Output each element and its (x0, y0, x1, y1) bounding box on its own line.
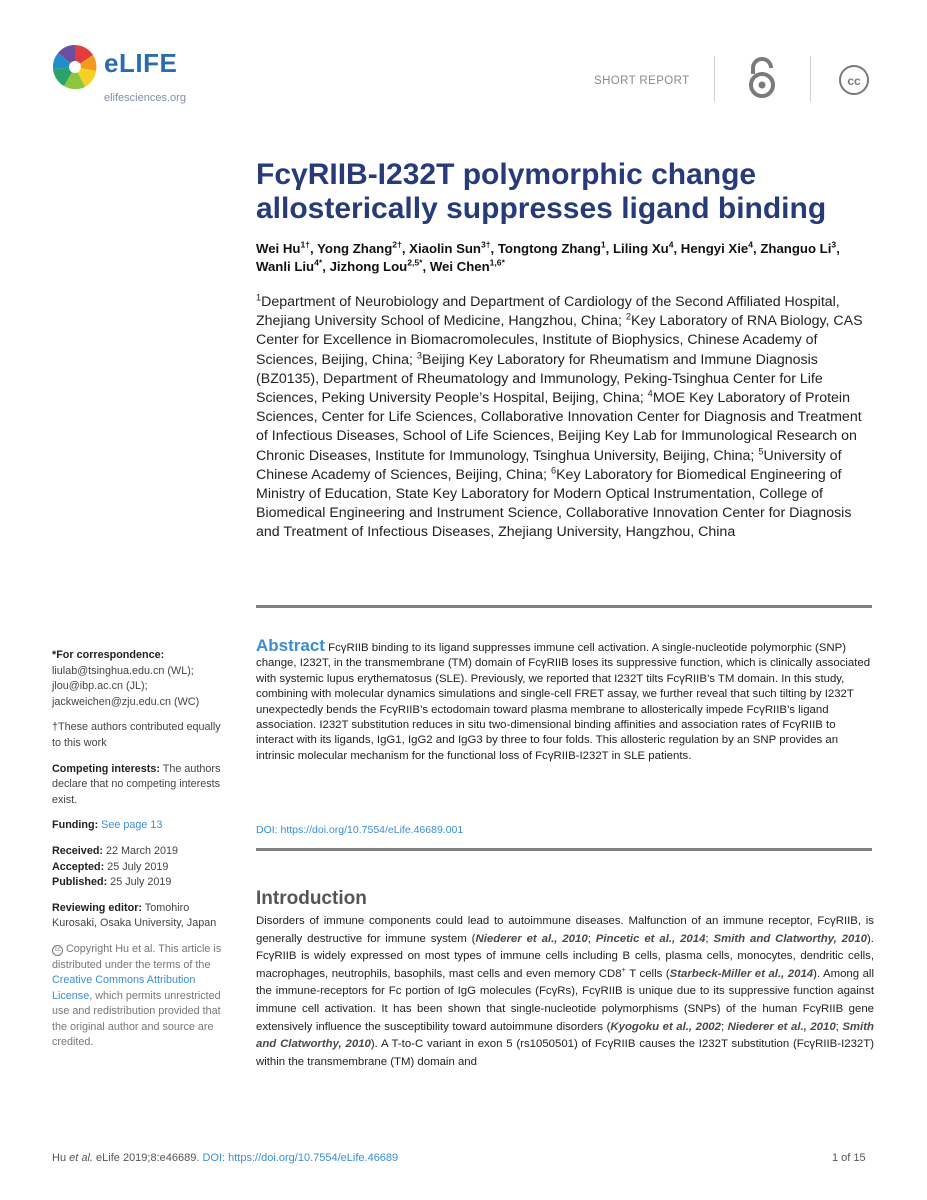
section-divider (256, 605, 872, 608)
author: Wei Chen$^{1,6*}$ (429, 257, 505, 274)
footer-doi-link[interactable]: DOI: https://doi.org/10.7554/eLife.46689 (202, 1152, 399, 1164)
citation-link[interactable]: Niederer et al., 2010 (475, 932, 588, 945)
author: Liling Xu$^4$, (613, 239, 681, 256)
citation-link[interactable]: Smith and Clatworthy, 2010 (256, 1020, 874, 1051)
author: Zhanguo Li$^3$, (760, 239, 840, 256)
citation-link[interactable]: Pincetic et al., 2014 (595, 932, 706, 945)
license-link[interactable]: Creative Commons Attribution License (52, 974, 196, 1002)
creative-commons-icon (838, 64, 870, 96)
header-divider (714, 56, 715, 102)
author: Yong Zhang$^{2\dagger}$, (317, 239, 410, 256)
author: Wanli Liu$^{4*}$, (256, 257, 330, 274)
email-link[interactable]: jlou@ibp.ac.cn (JL); (52, 680, 148, 693)
page-number: 1 of 15 (832, 1152, 866, 1164)
introduction-heading: Introduction (256, 888, 367, 909)
header-divider (810, 56, 811, 102)
reviewing-editor: Reviewing editor: Tomohiro Kurosaki, Osaka University, Japan (52, 901, 217, 930)
funding-link[interactable]: See page 13 (101, 819, 163, 832)
correspondence-block: *For correspondence: liulab@tsinghua.edu.cn (WL); jlou@ibp.ac.cn (JL); jackweichen@zju.edu.cn (WC) (52, 649, 200, 708)
footer-citation: Hu et al. eLife 2019;8:e46689. DOI: https://doi.org/10.7554/eLife.46689 (52, 1152, 399, 1164)
competing-interests: Competing interests: The authors declare that no competing interests exist. (52, 762, 221, 806)
email-link[interactable]: jackweichen@zju.edu.cn (WC) (52, 695, 200, 708)
equal-contribution-note: †These authors contributed equally to this work (52, 721, 221, 749)
cc-label: cc (847, 74, 861, 88)
citation-link[interactable]: Kyogoku et al., 2002 (610, 1020, 721, 1033)
article-info-sidebar (52, 648, 232, 1061)
author: Wei $Hu^{1\dagger}$, (256, 239, 318, 256)
citation-link[interactable]: Smith and Clatworthy, 2010 (713, 932, 868, 945)
citation-link[interactable]: Niederer et al., 2010 (727, 1020, 836, 1033)
copyright-notice: cc Copyright Hu et al. This article is distributed under the terms of the Creative Commons Attribution License, which permits unrestricted use and redistribution provided that the original author and source are credited. (52, 942, 222, 1049)
abstract-text: FcγRIIB binding to its ligand suppresses immune cell activation. A single-nucleotide polymorphic (SNP) change, I232T, in the transmembrane (TM) domain of FcγRIIB loses its suppressive function, which is clinically associated with systemic lupus erythematosus (SLE). Previously, we reported that I232T tilts FcγRIIB’s TM domain. In this study, combining with molecular dynamics simulations and single-cell FRET assay, we further reveal that such tilting by I232T unexpectedly bends the FcγRIIB’s ectodomain toward plasma membrane to allosterically impede FcγRIIB’s ligand association. I232T substitution reduces in situ two-dimensional binding affinities and association rates of FcγRIIB to interact with its ligands, IgG1, IgG2 and IgG3 by three to four folds. This allosteric regulation by an SNP provides an intrinsic molecular mechanism for the functional loss of FcγRIIB-I232T in SLE patients. (256, 642, 871, 762)
article-title: FcγRIIB-I232T polymorphic change allosterically suppresses ligand binding (256, 158, 827, 225)
article-type-label: SHORT REPORT (594, 75, 690, 87)
funding: Funding: See page 13 (52, 819, 163, 832)
author-list (256, 240, 876, 276)
author: Hengyi Xie$^4$, (680, 239, 761, 256)
abstract (256, 638, 874, 764)
open-access-icon (745, 56, 779, 100)
brand-url[interactable]: elifesciences.org (104, 92, 186, 104)
introduction-text: Disorders of immune components could lead to autoimmune diseases. Malfunction of an immune receptor, FcγRIIB, is generally destructive for immune system (Niederer et al., 2010; Pincetic et al., 2014; Smith and Clatworthy, 2010). FcγRIIB is widely expressed on most types of immune cells including B cells, plasma cells, monocytes, dendritic cells, macrophages, neutrophils, basophils, mast cells and even memory CD8+ T cells (Starbeck-Miller et al., 2014). Among all the immune-receptors for Fc portion of IgG molecules (FcγRs), FcγRIIB is unique due to its suppressive function against immune cell activation. It has been shown that single-nucleotide polymorphisms (SNPs) of the human FcγRIIB gene extensively influence the susceptibility toward autoimmune disorders (Kyogoku et al., 2002; Niederer et al., 2010; Smith and Clatworthy, 2010). A T-to-C variant in exon 5 (rs1050501) of FcγRIIB causes the I232T substitution (FcγRIIB-I232T) within the transmembrane (TM) domain and (256, 915, 874, 1068)
author: Jizhong Lou$^{2,5*}$, (329, 257, 430, 274)
dates: Received: 22 March 2019 Accepted: 25 July 2019 Published: 25 July 2019 (52, 844, 179, 889)
section-divider (256, 848, 872, 851)
author: Xiaolin Sun$^{3\dagger}$, (409, 239, 498, 256)
abstract-doi-link[interactable]: DOI: https://doi.org/10.7554/eLife.46689.001 (256, 824, 464, 836)
email-link[interactable]: liulab@tsinghua.edu.cn (WL); (52, 664, 194, 677)
elife-logo-icon (52, 44, 98, 90)
creative-commons-icon: cc (52, 945, 63, 956)
abstract-heading: Abstract (256, 636, 325, 655)
brand-name: eLIFE (104, 48, 178, 78)
affiliations: $^1$Department of Neurobiology and Department of Cardiology of the Second Affiliated Hospital, Zhejiang University School of Medicine, Hangzhou, China; $^2$Key Laboratory of RNA Biology, CAS Center for Excellence in Biomacromolecules, Institute of Biophysics, Chinese Academy of Sciences, Beijing, China; $^3$Beijing Key Laboratory for Rheumatism and Immune Diagnosis (BZ0135), Department of Rheumatology and Immunology, Peking-Tsinghua Center for Life Sciences, Peking University People’s Hospital, Beijing, China; $^4$MOE Key Laboratory of Protein Sciences, Center for Life Sciences, Collaborative Innovation Center for Diagnosis and Treatment of Infectious Diseases, School of Life Sciences, Beijing Key Lab for Immunological Research on Chronic Diseases, Institute for Immunology, Tsinghua University, Beijing, China; $^5$University of Chinese Academy of Sciences, Beijing, China; $^6$Key Laboratory for Biomedical Engineering of Ministry of Education, State Key Laboratory for Modern Optical Instrumentation, College of Biomedical Engineering and Instrument Science, Collaborative Innovation Center for Diagnosis and Treatment of Infectious Diseases, Zhejiang University, Hangzhou, China (256, 292, 863, 541)
author: Tongtong Zhang$^1$, (497, 239, 613, 256)
citation-link[interactable]: Starbeck-Miller et al., 2014 (669, 967, 814, 980)
